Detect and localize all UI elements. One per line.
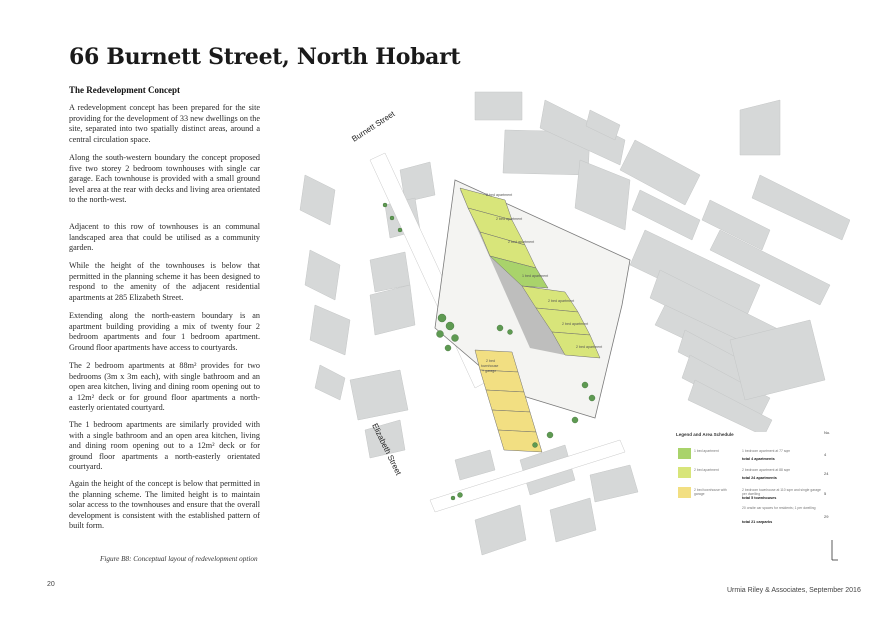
legend-label: 2 bed townhouse with garage [694, 488, 727, 496]
unit-label: 2 bed apartment [576, 345, 603, 349]
legend-title: Legend and Area Schedule [676, 432, 734, 437]
unit-label: townhouse [481, 364, 499, 368]
legend-row [676, 467, 829, 485]
footer-credit: Urmia Riley & Associates, September 2016 [727, 587, 861, 594]
legend-description: 2 bedroom townhouse at 110 sqm and single garage per dwelling [742, 488, 821, 496]
paragraph-7: The 1 bedroom apartments are similarly provided with with a single bathroom and an open area kitchen, living and dining room opening out to a 12m² deck or for ground floor apartments a north-easterly orientated courtyard. [69, 420, 260, 472]
legend-row [676, 448, 826, 466]
legend-count: 4 [824, 452, 827, 457]
page-number: 20 [47, 581, 55, 588]
legend-label: 2 bed apartment [694, 468, 719, 472]
legend-swatch [678, 487, 691, 498]
legend-description: 1 bedroom apartment at 77 sqm [742, 449, 791, 453]
unit-label: 2 bed apartment [508, 240, 535, 244]
unit-label: 1 bed apartment [522, 274, 549, 278]
unit-label: 2 bed [486, 359, 495, 363]
paragraph-4: While the height of the townhouses is below that permitted in the planning scheme it has been designed to respond to the amenity of the adjacent residential apartments at 285 Elizabeth Street. [69, 261, 260, 302]
legend-swatch [678, 448, 691, 459]
legend-parking-count: 29 [824, 514, 829, 519]
legend-area-schedule [676, 430, 831, 532]
unit-label: 2 bed apartment [562, 322, 589, 326]
paragraph-8: Again the height of the concept is below that permitted in the planning scheme. The limited height is to maintain solar access to the townhouses and ensure that the overall development is consistent with the established pattern of built form. [69, 479, 260, 531]
unit-label: + garage [482, 369, 497, 373]
legend-parking-total: total 21 carparks [742, 520, 773, 524]
townhouse-unit [498, 430, 542, 452]
unit-label: 2 bed apartment [496, 217, 523, 221]
figure-caption: Figure B8: Conceptual layout of redevelopment option [100, 555, 258, 563]
unit-label: 2 bed apartment [486, 193, 513, 197]
legend-count: 5 [824, 491, 827, 496]
legend-swatch [678, 467, 691, 478]
paragraph-6: The 2 bedroom apartments at 88m² provides for two bedrooms (3m x 3m each), with single bathroom and an open area kitchen, living and dining room opening out to a 12m² deck or for ground floor apartments a north-easterly orientated courtyard. [69, 361, 260, 413]
elizabeth-street-label: Elizabeth Street [370, 421, 404, 477]
legend-total: total 24 apartments [742, 476, 777, 480]
unit-label: 2 bed apartment [548, 299, 575, 303]
legend-description: 2 bedroom apartment at 88 sqm [742, 468, 791, 472]
townhouse-unit [492, 410, 536, 432]
north-arrow-icon [832, 540, 838, 560]
paragraph-1: A redevelopment concept has been prepared for the site providing for the development of 33 new dwellings on the site, separated into two spatially distinct areas, around a central circulation space. [69, 103, 260, 144]
townhouse-unit [486, 390, 530, 412]
legend-parking-description: 20 onsite car spaces for residents; 1 per dwelling [742, 506, 816, 510]
paragraph-3: Adjacent to this row of townhouses is an communal landscaped area that could be utilised as a community garden. [69, 222, 260, 253]
section-subheading: The Redevelopment Concept [69, 85, 180, 95]
paragraph-2: Along the south-western boundary the concept proposed five two storey 2 bedroom townhouses with single car garage. Each townhouse is provided with a small ground level area at the rear with decks and living area orientated to the north-west. [69, 153, 260, 205]
legend-label: 1 bed apartment [694, 449, 719, 453]
paragraph-5: Extending along the north-eastern boundary is an apartment building providing a mix of twenty four 2 bedroom apartments and four 1 bedroom apartment. Ground floor apartments have access to courtyards. [69, 311, 260, 352]
legend-count: 24 [824, 471, 829, 476]
legend-total: total 4 apartments [742, 457, 775, 461]
townhouse-unit [480, 370, 524, 392]
legend-total: total 5 townhouses [742, 496, 777, 500]
legend-row [676, 487, 826, 505]
burnett-street-label: Burnett Street [350, 109, 397, 144]
legend-count-header: No. [824, 430, 831, 435]
page-title: 66 Burnett Street, North Hobart [69, 44, 461, 70]
